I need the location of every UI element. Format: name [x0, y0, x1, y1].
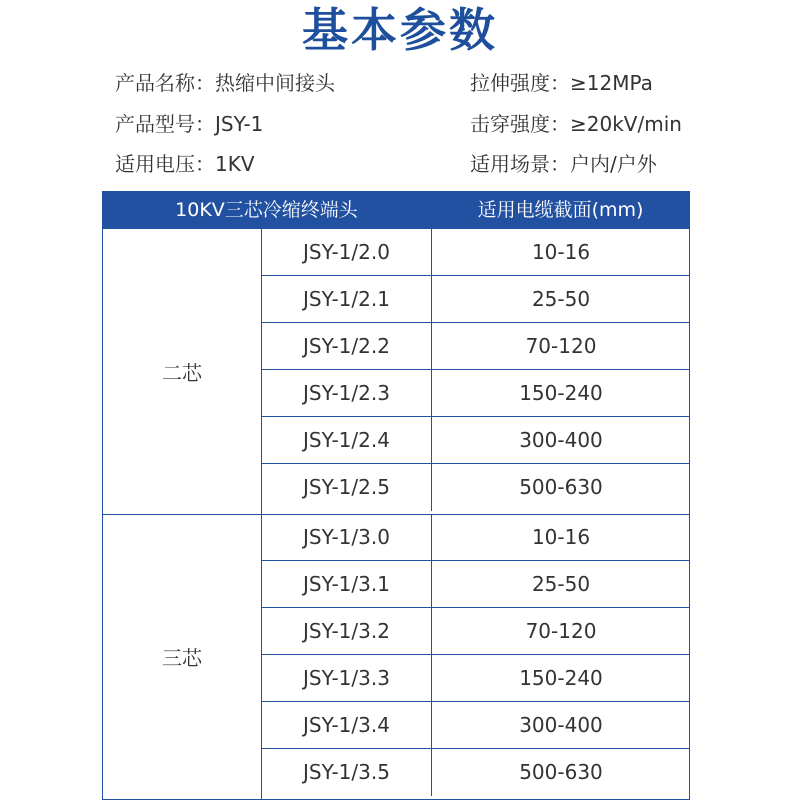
- table-row: [262, 514, 690, 561]
- size-cell: 25-50: [531, 287, 591, 311]
- param-label: 产品型号：: [115, 112, 215, 136]
- size-cell: 70-120: [525, 619, 597, 643]
- param-value: JSY-1: [215, 112, 264, 136]
- size-cell: 150-240: [519, 666, 603, 690]
- model-cell: JSY-1/2.3: [262, 370, 432, 416]
- size-cell: 150-240: [519, 381, 603, 405]
- table-row: [262, 229, 690, 276]
- param-value: 户内/户外: [570, 152, 657, 176]
- param-product-name: [115, 68, 335, 98]
- model-cell: JSY-1/2.5: [262, 464, 432, 511]
- size-cell: 25-50: [531, 572, 591, 596]
- model-cell: JSY-1/3.5: [262, 749, 432, 796]
- table-row: [262, 561, 690, 608]
- table-group-two-core: [102, 229, 690, 515]
- param-value: 1KV: [215, 152, 255, 176]
- table-header: [102, 191, 690, 229]
- size-cell: 300-400: [519, 713, 603, 737]
- param-breakdown-strength: [470, 109, 682, 139]
- size-cell: 500-630: [519, 760, 603, 784]
- size-cell: 70-120: [525, 334, 597, 358]
- size-cell: 500-630: [519, 475, 603, 499]
- table-row: [262, 417, 690, 464]
- model-cell: JSY-1/3.1: [262, 561, 432, 607]
- param-product-model: [115, 109, 263, 139]
- model-cell: JSY-1/2.1: [262, 276, 432, 322]
- model-cell: JSY-1/3.0: [262, 514, 432, 560]
- page-title: 基本参数: [302, 3, 498, 57]
- table-group-three-core: [102, 514, 690, 800]
- model-cell: JSY-1/2.4: [262, 417, 432, 463]
- table-row: [262, 323, 690, 370]
- size-cell: 300-400: [519, 428, 603, 452]
- table-row: [262, 370, 690, 417]
- param-tensile-strength: [470, 68, 653, 98]
- table-row: [262, 464, 690, 511]
- group-label: 三芯: [103, 514, 262, 799]
- param-label: 适用电压：: [115, 152, 215, 176]
- model-cell: JSY-1/2.0: [262, 229, 432, 275]
- model-cell: JSY-1/3.4: [262, 702, 432, 748]
- param-value: 热缩中间接头: [215, 71, 335, 95]
- table-row: [262, 702, 690, 749]
- param-label: 产品名称：: [115, 71, 215, 95]
- param-label: 拉伸强度：: [470, 71, 570, 95]
- spec-table: [102, 191, 690, 800]
- model-cell: JSY-1/3.2: [262, 608, 432, 654]
- param-voltage: [115, 149, 255, 179]
- param-label: 适用场景：: [470, 152, 570, 176]
- param-value: ≥12MPa: [570, 71, 653, 95]
- header-cell-product: 10KV三芯冷缩终端头: [175, 199, 358, 221]
- table-row: [262, 276, 690, 323]
- model-cell: JSY-1/2.2: [262, 323, 432, 369]
- model-cell: JSY-1/3.3: [262, 655, 432, 701]
- header-cell-section: 适用电缆截面(mm): [477, 199, 644, 221]
- param-scenario: [470, 149, 657, 179]
- group-label: 二芯: [103, 229, 262, 514]
- size-cell: 10-16: [531, 525, 591, 549]
- table-row: [262, 608, 690, 655]
- size-cell: 10-16: [531, 240, 591, 264]
- param-label: 击穿强度：: [470, 112, 570, 136]
- param-value: ≥20kV/min: [570, 112, 682, 136]
- table-row: [262, 655, 690, 702]
- table-row: [262, 749, 690, 796]
